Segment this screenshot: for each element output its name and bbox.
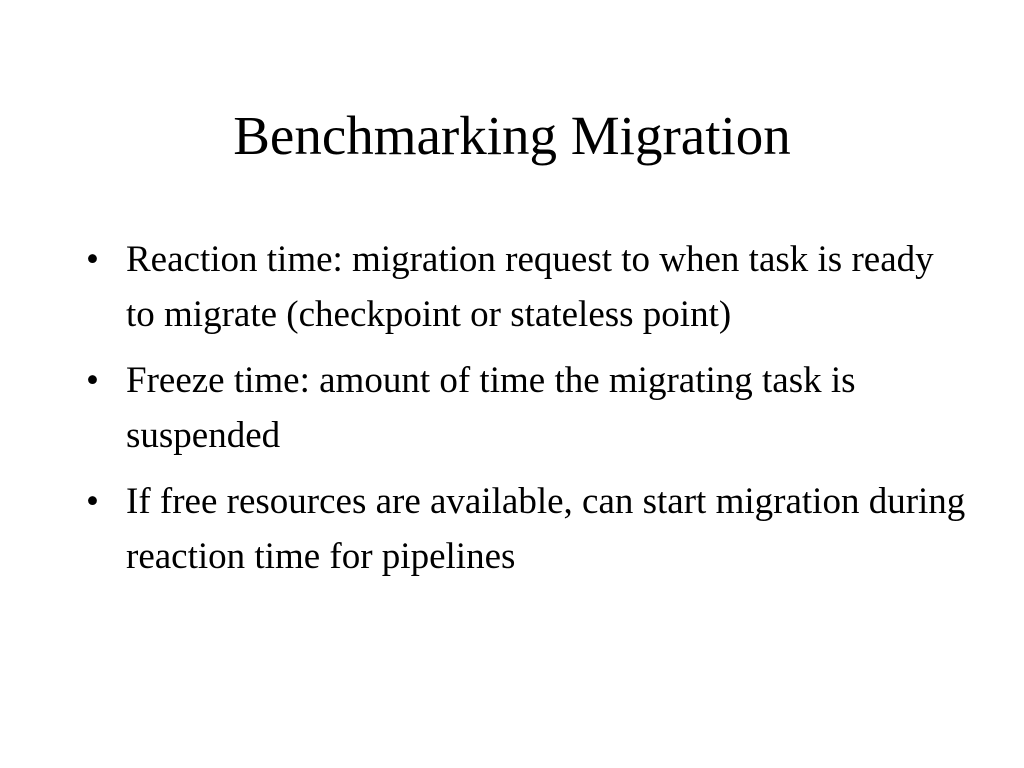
bullet-item-reaction-time — [86, 232, 966, 342]
bullet-marker-icon: • — [86, 481, 99, 522]
bullet-list — [86, 232, 966, 595]
slide-title: Benchmarking Migration — [233, 105, 791, 166]
bullet-marker-icon: • — [86, 239, 99, 280]
bullet-item-free-resources — [86, 474, 966, 584]
bullet-text: Reaction time: migration request to when task is ready to migrate (checkpoint or stateless point) — [126, 239, 934, 335]
bullet-marker-icon: • — [86, 360, 99, 401]
bullet-text: If free resources are available, can start migration during reaction time for pipelines — [126, 481, 966, 577]
bullet-text: Freeze time: amount of time the migrating task is suspended — [126, 360, 856, 456]
bullet-item-freeze-time — [86, 353, 966, 463]
